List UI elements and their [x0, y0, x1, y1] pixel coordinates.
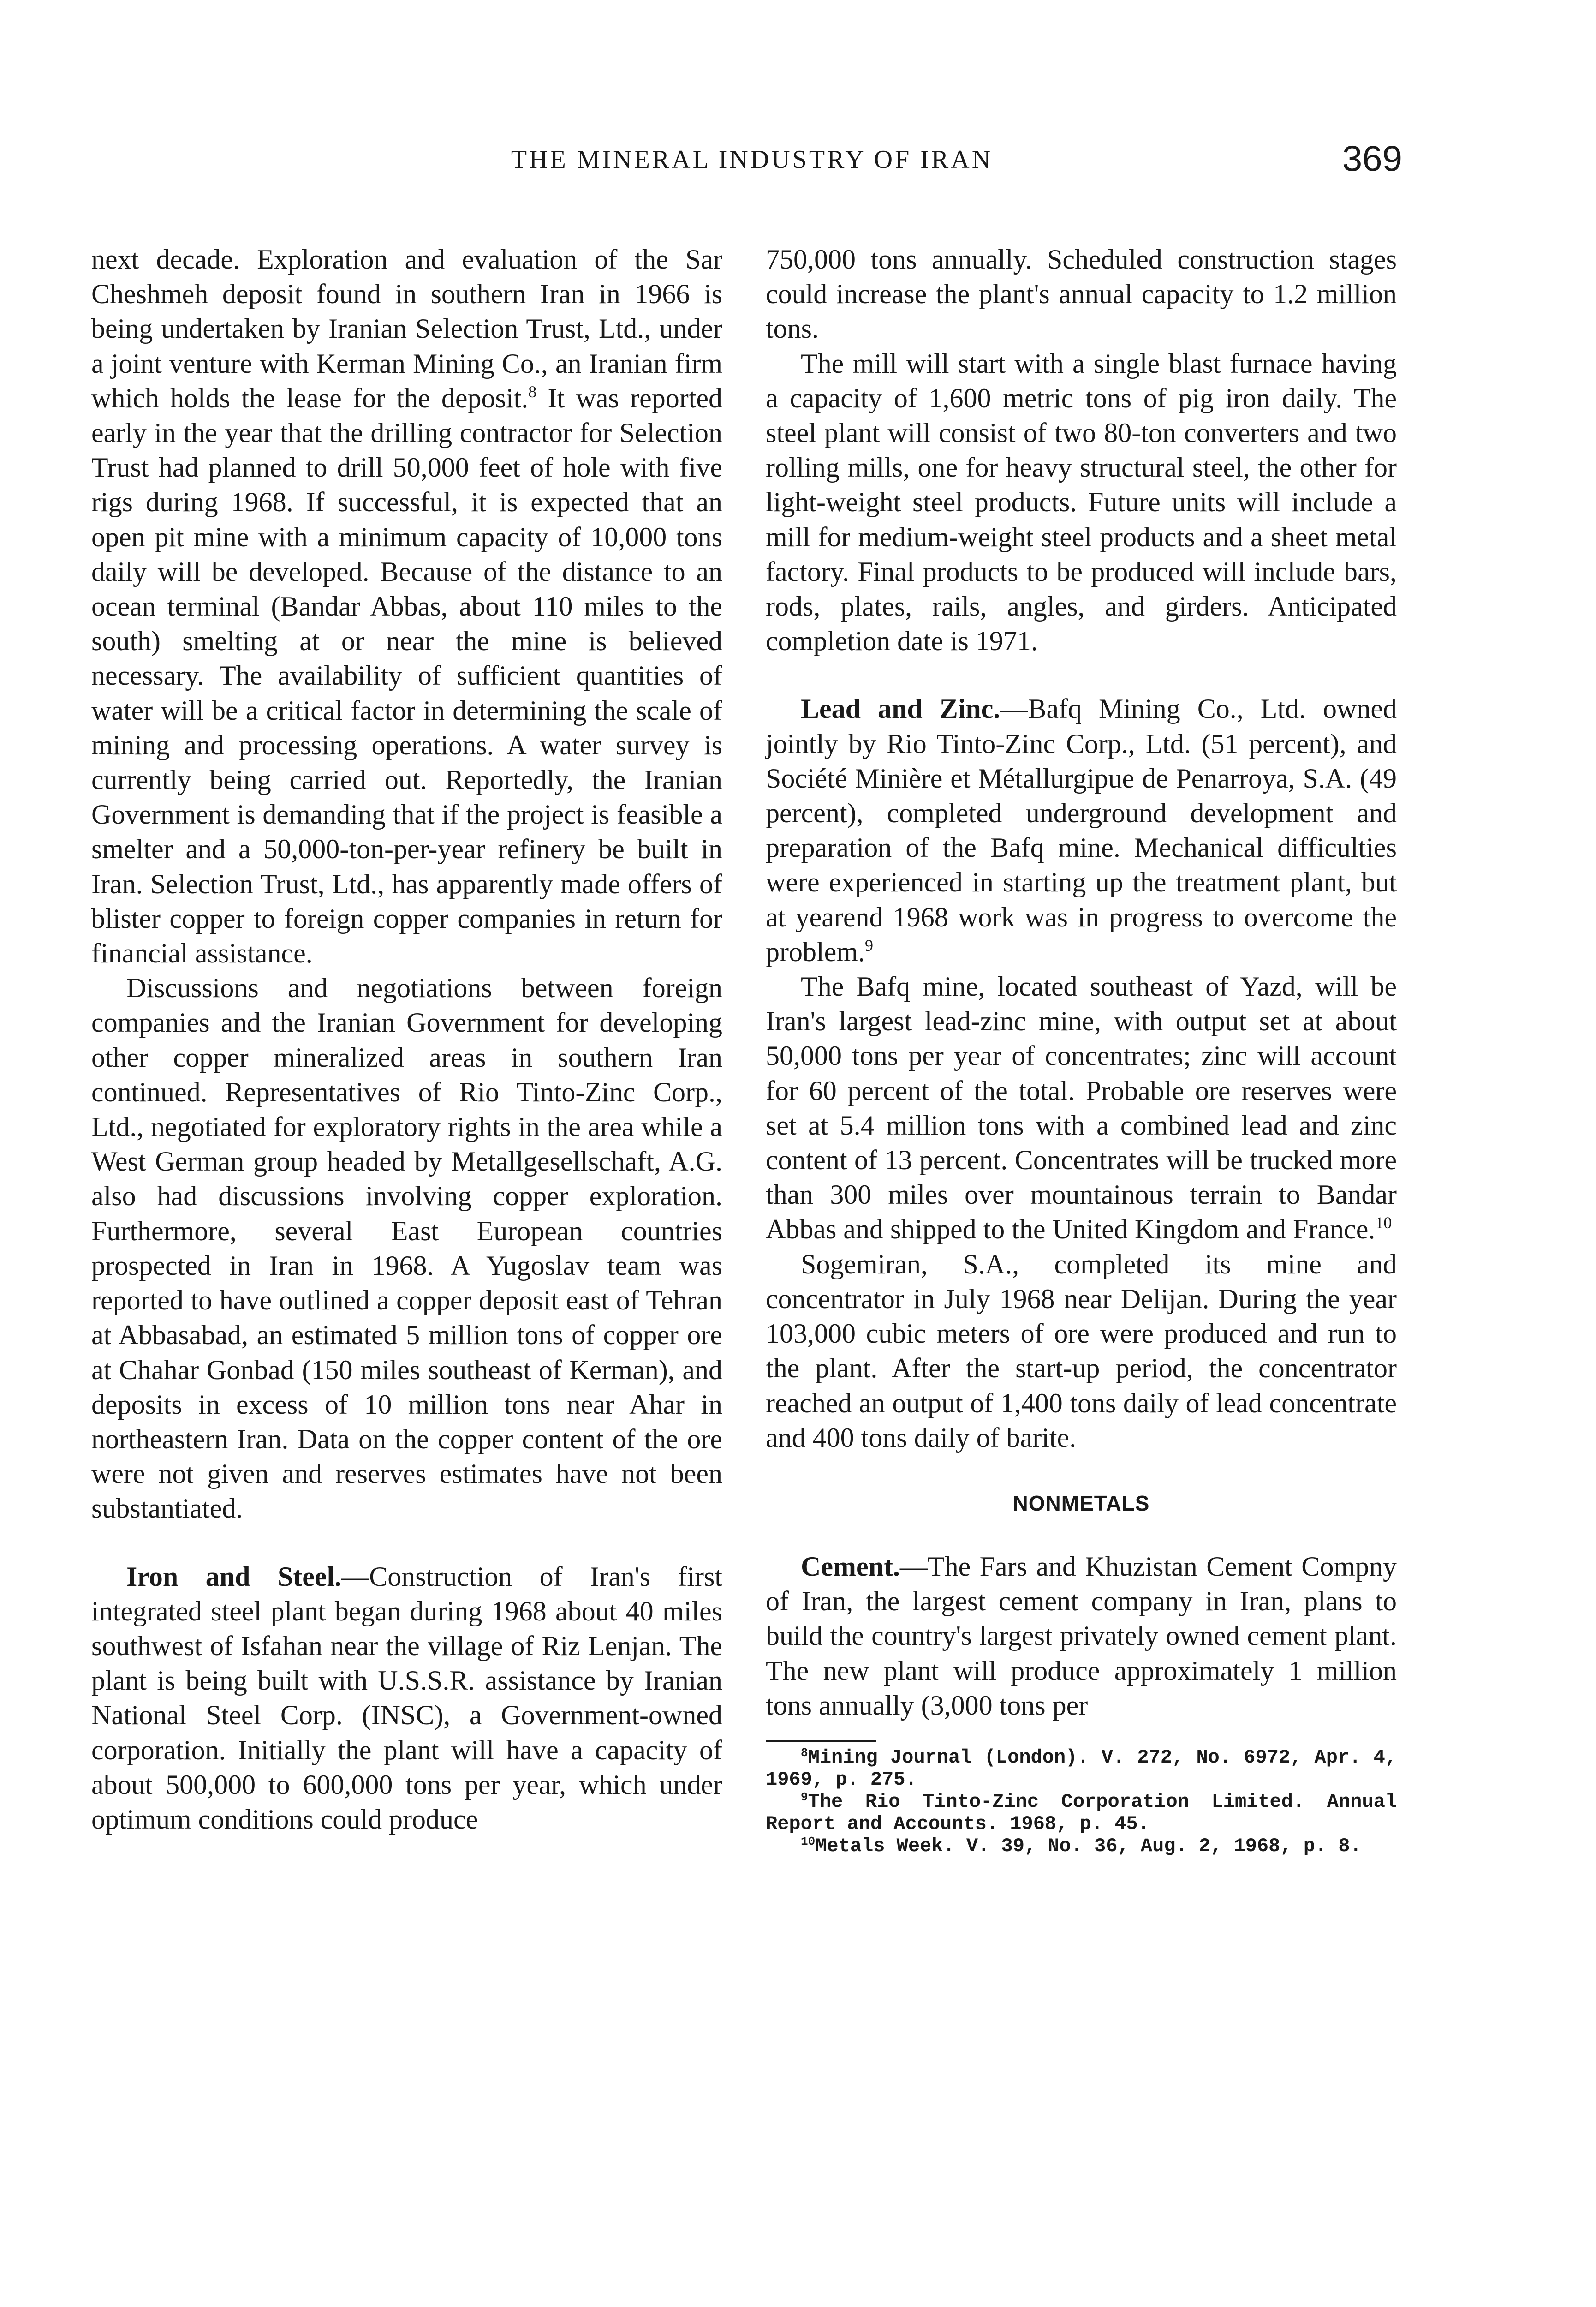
footnote-ref-9[interactable]: 9	[864, 936, 873, 955]
run-in-heading-iron-steel: Iron and Steel.	[126, 1561, 342, 1592]
paragraph-iron-and-steel: Iron and Steel.—Construction of Iran's first integrated steel plant began during 1968 about 40 miles southwest of Isfahan near the village of Riz Lenjan. The plant is being built with U.S.S.R. assistance by Iranian National Steel Corp. (INSC), a Government-owned corporation. Initially the plant will have a capacity of about 500,000 to 600,000 tons per year, which under optimum conditions could produce	[91, 1561, 722, 1835]
paragraph-cement: Cement.—The Fars and Khuzistan Cement Compny of Iran, the largest cement company in Iran, plans to build the country's largest privately owned cement plant. The new plant will produce approximately 1 million tons annually (3,000 tons per	[766, 1551, 1397, 1721]
page-number: 369	[1342, 138, 1402, 179]
footnote-9: $^9$The Rio Tinto-Zinc Corporation Limited. Annual Report and Accounts. 1968, p. 45.	[766, 1790, 1397, 1835]
footnote-divider	[766, 1740, 876, 1742]
paragraph-copper-negotiations: Discussions and negotiations between foreign companies and the Iranian Government for developing other copper mineralized areas in southern Iran continued. Representatives of Rio Tinto-Zinc Corp., Ltd., negotiated for exploratory rights in the area while a West German group headed by Metallgesellschaft, A.G. also had discussions involving copper exploration. Furthermore, several East European countries prospected in Iran in 1968. A Yugoslav team was reported to have outlined a copper deposit east of Tehran at Abbasabad, an estimated 5 million tons of copper ore at Chahar Gonbad (150 miles southeast of Kerman), and deposits in excess of 10 million tons near Ahar in northeastern Iran. Data on the copper content of the ore were not given and reserves estimates have not been substantiated.	[91, 973, 722, 1524]
paragraph-plant-capacity: 750,000 tons annually. Scheduled construction stages could increase the plant's annual capacity to 1.2 million tons.	[766, 244, 1397, 344]
footnote-10: $^{10}$Metals Week. V. 39, No. 36, Aug. 2, 1968, p. 8.	[801, 1834, 1362, 1857]
right-column	[766, 242, 1397, 1857]
footnotes	[766, 1746, 1397, 1857]
footnote-8: $^8$Mining Journal (London). V. 272, No. 6972, Apr. 4, 1969, p. 275.	[766, 1745, 1397, 1791]
left-column	[91, 242, 722, 1837]
paragraph-bafq-mine: The Bafq mine, located southeast of Yazd, will be Iran's largest lead-zinc mine, with output set at about 50,000 tons per year of concentrates; zinc will account for 60 percent of the total. Probable ore reserves were set at 5.4 million tons with a combined lead and zinc content of 13 percent. Concentrates will be trucked more than 300 miles over mountainous terrain to Bandar Abbas and shipped to the United Kingdom and France.$^{10}$	[766, 971, 1397, 1245]
running-head: THE MINERAL INDUSTRY OF IRAN	[511, 145, 993, 174]
paragraph-mill: The mill will start with a single blast furnace having a capacity of 1,600 metric tons of pig iron daily. The steel plant will consist of two 80-ton converters and two rolling mills, one for heavy structural steel, the other for light-weight steel products. Future units will include a mill for medium-weight steel products and a sheet metal factory. Final products to be produced will include bars, rods, plates, rails, angles, and girders. Anticipated completion date is 1971.	[766, 348, 1397, 657]
paragraph-sar-cheshmeh: next decade. Exploration and evaluation of the Sar Cheshmeh deposit found in southern Iran in 1966 is being undertaken by Iranian Selection Trust, Ltd., under a joint venture with Kerman Mining Co., an Iranian firm which holds the lease for the deposit.$^8$ It was reported early in the year that the drilling contractor for Selection Trust had planned to drill 50,000 feet of hole with five rigs during 1968. If successful, it is expected that an open pit mine with a minimum capacity of 10,000 tons daily will be developed. Because of the distance to an ocean terminal (Bandar Abbas, about 110 miles to the south) smelting at or near the mine is believed necessary. The availability of sufficient quantities of water will be a critical factor in determining the scale of mining and processing operations. A water survey is currently being carried out. Reportedly, the Iranian Government is demanding that if the project is feasible a smelter and a 50,000-ton-per-year refinery be built in Iran. Selection Trust, Ltd., has apparently made offers of blister copper to foreign copper companies in return for financial assistance.	[91, 244, 722, 969]
footnote-ref-10[interactable]: 10	[1375, 1213, 1392, 1232]
footnote-ref-8[interactable]: 8	[528, 382, 537, 401]
run-in-heading-lead-zinc: Lead and Zinc.	[801, 693, 1000, 724]
paragraph-sogemiran: Sogemiran, S.A., completed its mine and concentrator in July 1968 near Delijan. During the year 103,000 cubic meters of ore were produced and run to the plant. After the start-up period, the concentrator reached an output of 1,400 tons daily of lead concentrate and 400 tons daily of barite.	[766, 1249, 1397, 1453]
paragraph-lead-and-zinc: Lead and Zinc.—Bafq Mining Co., Ltd. owned jointly by Rio Tinto-Zinc Corp., Ltd. (51 percent), and Société Minière et Métallurgipue de Penarroya, S.A. (49 percent), completed underground development and preparation of the Bafq mine. Mechanical difficulties were experienced in starting up the treatment plant, but at yearend 1968 work was in progress to overcome the problem.$^9$	[766, 693, 1397, 967]
section-title-nonmetals: NONMETALS	[1012, 1491, 1150, 1515]
run-in-heading-cement: Cement.	[801, 1551, 900, 1582]
